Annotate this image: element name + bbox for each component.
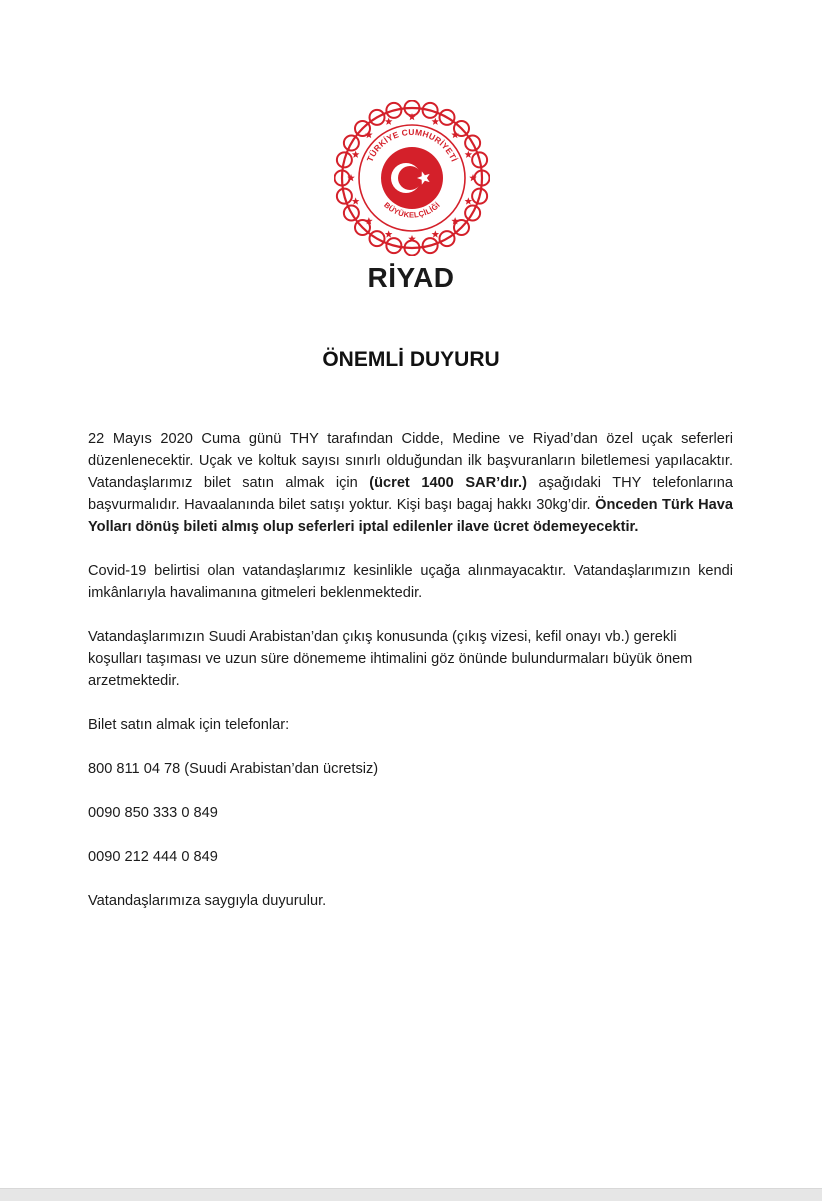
embassy-seal-logo — [334, 100, 490, 256]
seal-text-bottom: BÜYÜKELÇİLİĞİ — [382, 200, 442, 220]
phones-intro: Bilet satın almak için telefonlar: — [88, 717, 290, 733]
paragraph-exit-conditions: Vatandaşlarımızın Suudi Arabistan’dan çıkış konusunda (çıkış vizesi, kefil onayı vb.) gerekli koşulları taşıması ve uzun süre dönememe ihtimalini göz önünde bulundurmaları büyük önem arzetmektedir. — [88, 629, 693, 689]
city-name: RİYAD — [367, 262, 455, 293]
phone-number-1: 800 811 04 78 (Suudi Arabistan’dan ücretsiz) — [88, 761, 379, 777]
phone-number-2: 0090 850 333 0 849 — [88, 805, 218, 821]
page-bottom-edge — [0, 1188, 822, 1201]
paragraph-flight-info-text: 22 Mayıs 2020 Cuma günü THY tarafından Cidde, Medine ve Riyad’dan özel uçak seferleri düzenlenecektir. Uçak ve koltuk sayısı sınırlı olduğundan ilk başvuranların biletlemesi yapılacaktır. Vatandaşlarımız bilet satın almak için — [88, 431, 733, 491]
refund-notice: Önceden Türk Hava Yolları dönüş bileti almış olup seferleri iptal edilenler ilave ücret ödemeyecektir. — [88, 497, 733, 535]
announcement-title: ÖNEMLİ DUYURU — [322, 348, 500, 371]
phone-number-3: 0090 212 444 0 849 — [88, 849, 218, 865]
announcement-body — [88, 428, 733, 934]
seal-text-top: TÜRKİYE CUMHURİYETİ — [364, 126, 460, 164]
paragraph-flight-info — [88, 428, 733, 538]
paragraph-covid: Covid-19 belirtisi olan vatandaşlarımız kesinlikle uçağa alınmayacaktır. Vatandaşlarımızın kendi imkânlarıyla havalimanına gitmeleri beklenmektedir. — [88, 563, 733, 601]
ticket-price: (ücret 1400 SAR’dır.) — [369, 475, 527, 491]
paragraph-flight-info-text-2: aşağıdaki THY telefonlarına başvurmalıdır. Havaalanında bilet satışı yoktur. Kişi başı bagaj hakkı 30kg’dir. — [88, 475, 733, 513]
closing-line: Vatandaşlarımıza saygıyla duyurulur. — [88, 893, 327, 909]
